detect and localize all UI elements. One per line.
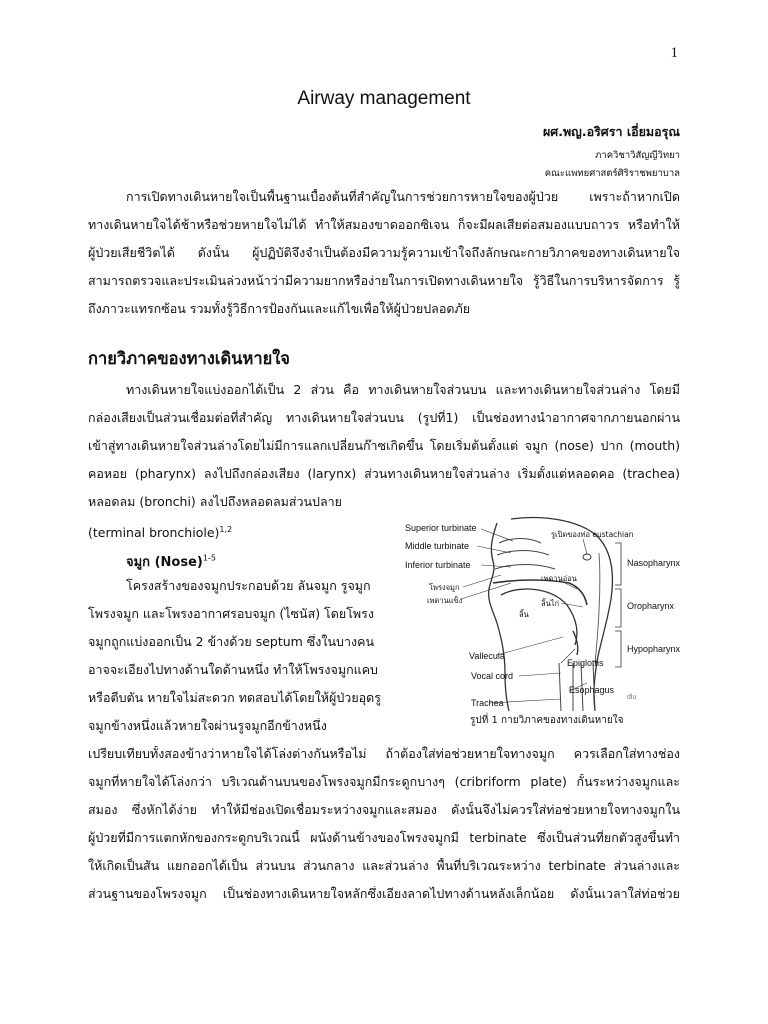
section-line: ทางเดินหายใจแบ่งออกได้เป็น 2 ส่วน คือ ทางเดินหายใจส่วนบน และทางเดินหายใจส่วนล่าง โดยมี [126, 382, 680, 397]
author-department: ภาควิชาวิสัญญีวิทยา [595, 150, 680, 161]
label-trachea: Trachea [471, 698, 504, 708]
label-nasopharynx: Nasopharynx [627, 558, 681, 568]
terminal-bronchiole-text: (terminal bronchiole) [88, 525, 220, 541]
eustachian-leader [583, 539, 587, 554]
label-esophagus: Esophagus [569, 685, 615, 695]
section-line: กล่องเสียงเป็นส่วนเชื่อมต่อที่สำคัญ ทางเดินหายใจส่วนบน (รูปที่1) เป็นช่องทางนำอากาศจากภายนอกผ่าน [88, 410, 680, 425]
airway-anatomy-figure [401, 513, 693, 739]
body-line: เปรียบเทียบทั้งสองข้างว่าหายใจได้โล่งต่างกันหรือไม่ ถ้าต้องใส่ท่อช่วยหายใจทางจมูก ควรเลือกใส่ทางช่อง [88, 746, 680, 761]
terminal-bronchiole-line [88, 522, 393, 541]
author-faculty: คณะแพทยศาสตร์ศิริราชพยาบาล [544, 168, 680, 179]
intro-line: สามารถตรวจและประเมินล่วงหน้าว่ามีความยากหรือง่ายในการเปิดทางเดินหายใจ รู้วิธีในการบริหารจัดการ รู้ [88, 273, 680, 288]
nose-line: หรือตีบตัน หายใจไม่สะดวก ทดสอบได้โดยให้ผู้ป่วยอุดรู [88, 690, 381, 705]
label-superior-turbinate: Superior turbinate [405, 523, 477, 533]
nasopharynx-bracket [615, 543, 621, 585]
vallecula-leader [497, 637, 563, 655]
label-oropharynx: Oropharynx [627, 601, 675, 611]
superior-turbinate-shape [499, 539, 541, 544]
label-nasal-cavity: โพรงจมูก [429, 583, 460, 592]
nose-line: โครงสร้างของจมูกประกอบด้วย ลันจมูก รูจมูก [126, 578, 371, 593]
nose-line: จมูกถูกแบ่งออกเป็น 2 ข้างด้วย septum ซึ่งในบางคน [88, 634, 375, 649]
label-tonsil: ลิ้นไก่ [541, 599, 560, 608]
middle-turbinate-leader [477, 546, 511, 553]
intro-line: การเปิดทางเดินหายใจเป็นพื้นฐานเบื้องต้นที่สำคัญในการช่วยการหายใจของผู้ป่วย เพราะถ้าหากเปิด [126, 189, 680, 204]
figure-caption: รูปที่ 1 กายวิภาคของทางเดินหายใจ [470, 715, 624, 726]
tonsil-leader [561, 603, 583, 607]
label-tongue: ลิ้น [519, 610, 529, 619]
intro-line: ถึงภาวะแทรกซ้อน รวมทั้งรู้วิธีการป้องกันและแก้ไขเพื่อให้ผู้ป่วยปลอดภัย [88, 301, 471, 316]
reference-superscript: 1,2 [219, 525, 233, 534]
nasal-cavity-leader [463, 575, 501, 587]
body-line: จมูกที่หายใจได้โล่งกว่า บริเวณด้านบนของโพรงจมูกมีกระดูกบางๆ (cribriform plate) กั้นระหว่างจมูกและ [88, 774, 680, 789]
label-middle-turbinate: Middle turbinate [405, 541, 470, 551]
nose-heading-text: จมูก (Nose) [126, 555, 203, 570]
intro-line: ทางเดินหายใจได้ช้าหรือช่วยหายใจไม่ได้ ทำให้สมองขาดออกซิเจน ก็จะมีผลเสียต่อสมองแบบถาวร หรือทำให้ [88, 217, 680, 232]
label-eustachian: รูเปิดของท่อ eustachian [551, 530, 634, 539]
hypopharynx-bracket [615, 631, 621, 667]
section-line: หลอดลม (bronchi) ลงไปถึงหลอดลมส่วนปลาย [88, 494, 342, 509]
nose-line: โพรงจมูก และโพรงอากาศรอบจมูก (ไซนัส) โดยโพรง [88, 606, 374, 621]
author-name: ผศ.พญ.อริศรา เอี่ยมอรุณ [542, 124, 680, 139]
label-vocal-cord: Vocal cord [471, 671, 514, 681]
pharynx-wall [595, 553, 600, 663]
superior-turbinate-leader [481, 529, 513, 541]
section-heading: กายวิภาคของทางเดินหายใจ [88, 349, 290, 368]
middle-turbinate-shape [497, 551, 549, 556]
nose-line: จมูกข้างหนึ่งแล้วหายใจผ่านรูจมูกอีกข้างหนึ่ง [88, 718, 327, 733]
section-line: คอหอย (pharynx) ลงไปถึงกล่องเสียง (larynx) ส่วนทางเดินหายใจส่วนล่าง เริ่มตั้งแต่หลอดคอ (trachea) [88, 466, 680, 481]
label-epiglottis: Epiglottis [567, 658, 604, 668]
document-title: Airway management [297, 88, 471, 109]
label-inferior-turbinate: Inferior turbinate [405, 560, 471, 570]
page-number: 1 [670, 45, 678, 61]
nose-reference-superscript: 1-5 [202, 553, 216, 563]
tongue-shape [501, 589, 577, 645]
body-line: ส่วนฐานของโพรงจมูก เป็นช่องทางเดินหายใจหลักซึ่งเอียงลาดไปทางด้านหลังเล็กน้อย ดังนั้นเวลาใส่ท่อช่วย [88, 886, 680, 901]
oropharynx-bracket [615, 589, 621, 627]
body-line: ผู้ป่วยที่มีการแตกหักของกระดูกบริเวณนี้ ผนังด้านข้างของโพรงจมูกมี terbinate ซึ่งเป็นส่วนที่ยกตัวสูงขึ้นทำ [88, 830, 680, 845]
intro-line: ผู้ป่วยเสียชีวิตได้ ดังนั้น ผู้ปฏิบัติจึงจำเป็นต้องมีความรู้ความเข้าใจถึงลักษณะกายวิภาคของทางเดินหายใจ [88, 245, 680, 260]
face-outline [489, 523, 509, 711]
label-soft-palate: เพดานอ่อน [541, 574, 577, 583]
airway-anatomy-diagram [401, 513, 693, 713]
label-vallecula: Vallecula [469, 651, 505, 661]
section-line: เข้าสู่ทางเดินหายใจส่วนล่างโดยไม่มีการแลกเปลี่ยนก๊าซเกิดขึ้น โดยเริ่มต้นตั้งแต่ จมูก (nose) ปาก (mouth) [88, 438, 680, 453]
label-hard-palate: เพดานแข็ง [427, 596, 463, 605]
nose-heading [126, 551, 216, 572]
body-line: สมอง ซึ่งหักได้ง่าย ทำให้มีช่องเปิดเชื่อมระหว่างจมูกและสมอง ดังนั้นจึงไม่ควรใส่ท่อช่วยหายใจทางจมูกใน [88, 802, 680, 817]
nose-line: อาจจะเอียงไปทางด้านใดด้านหนึ่ง ทำให้โพรงจมูกแคบ [88, 662, 378, 677]
eustachian-opening [583, 554, 591, 560]
label-watermark: dlu [627, 694, 637, 701]
label-hypopharynx: Hypopharynx [627, 644, 681, 654]
vocal-cord-leader [519, 673, 561, 676]
body-line: ให้เกิดเป็นสัน แยกออกได้เป็น ส่วนบน ส่วนกลาง และส่วนล่าง พื้นที่บริเวณระหว่าง terbinate ส่วนล่างและ [88, 858, 680, 873]
